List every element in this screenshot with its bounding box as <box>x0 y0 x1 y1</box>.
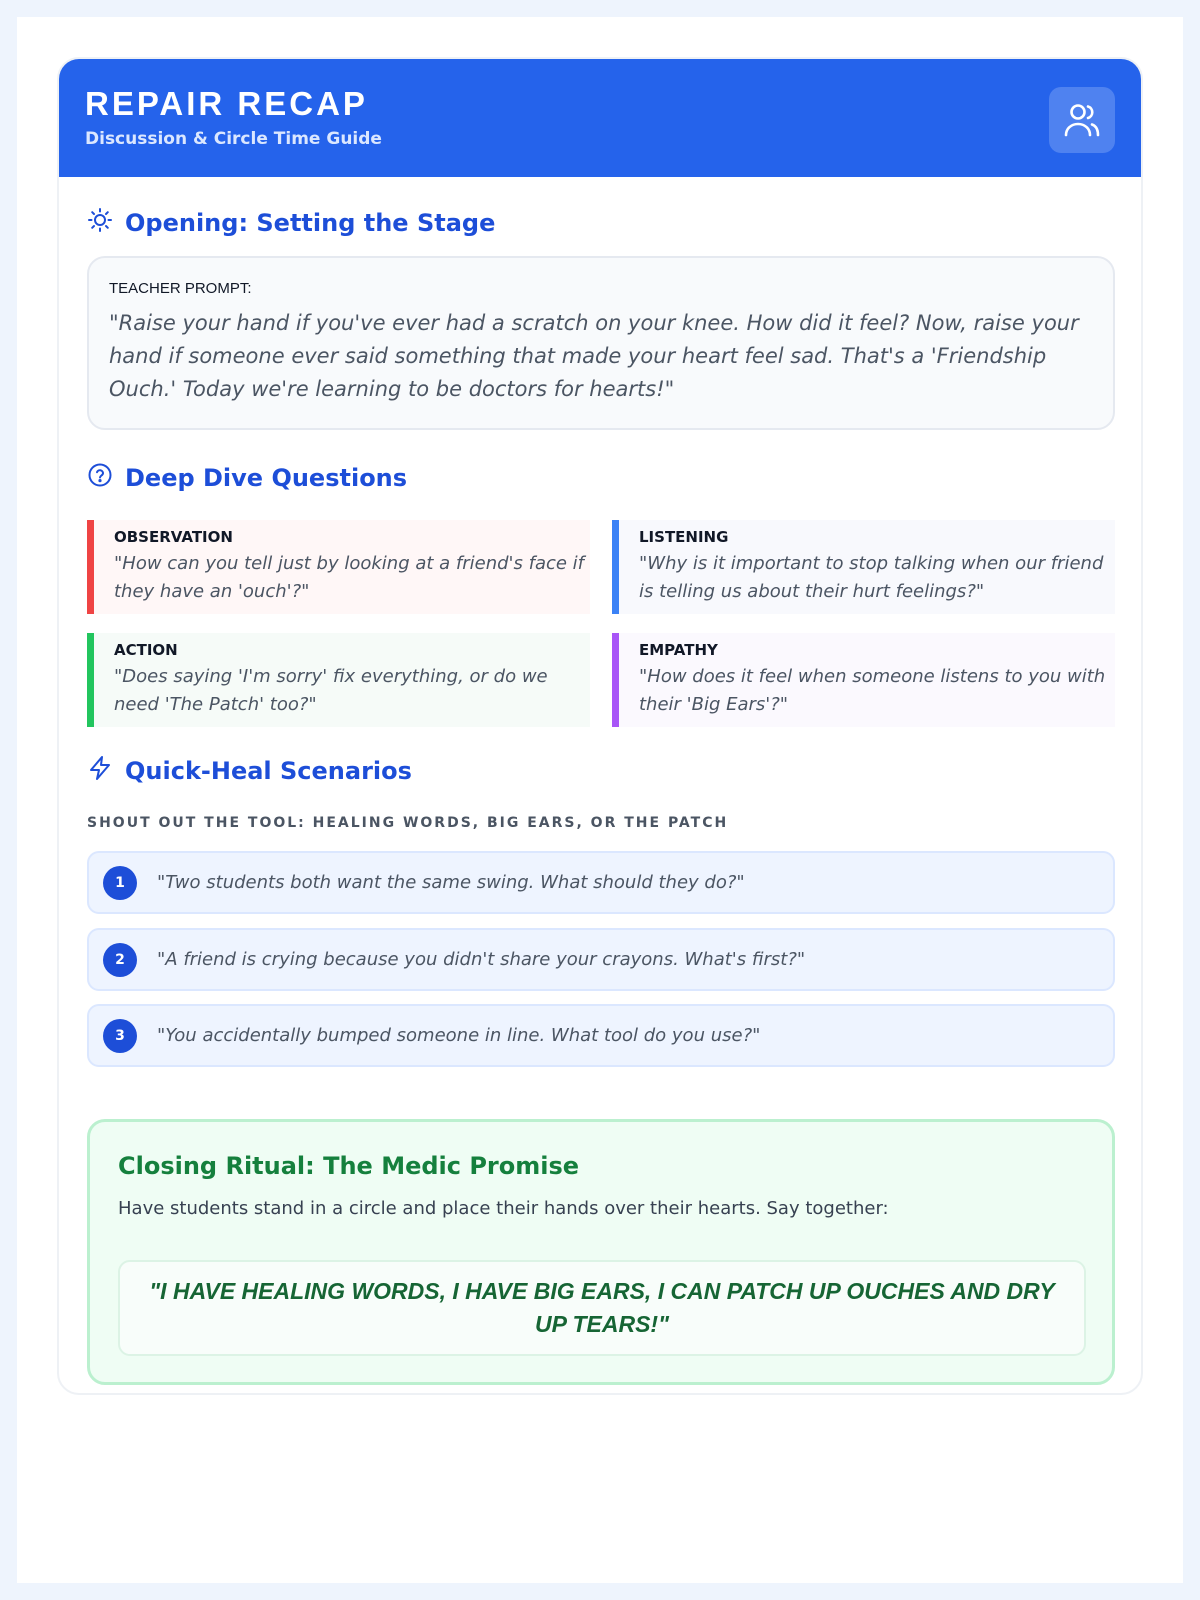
users-icon <box>1049 87 1115 153</box>
question-label: LISTENING <box>639 528 729 546</box>
scenario-number: 1 <box>103 866 137 900</box>
page-title: REPAIR RECAP <box>85 85 368 122</box>
question-label: ACTION <box>114 641 178 659</box>
teacher-prompt-box <box>87 256 1115 430</box>
question-card-empathy <box>612 633 1115 727</box>
scenario-number: 3 <box>103 1019 137 1053</box>
question-text: "How can you tell just by looking at a friend's face if they have an 'ouch'?" <box>114 553 585 602</box>
question-label: OBSERVATION <box>114 528 233 546</box>
page-sheet <box>17 17 1183 1583</box>
medic-promise: "I HAVE HEALING WORDS, I HAVE BIG EARS, I CAN PATCH UP OUCHES AND DRY UP TEARS!" <box>118 1260 1086 1356</box>
scenarios-title-text: Quick-Heal Scenarios <box>125 757 412 785</box>
recap-card <box>57 57 1143 1395</box>
deep-dive-section-title <box>87 462 407 494</box>
sun-icon <box>87 207 113 239</box>
closing-description: Have students stand in a circle and place their hands over their hearts. Say together: <box>118 1198 889 1219</box>
page-subtitle: Discussion & Circle Time Guide <box>85 129 382 149</box>
scenarios-instruction: SHOUT OUT THE TOOL: HEALING WORDS, BIG EARS, OR THE PATCH <box>87 815 729 831</box>
opening-section-title <box>87 207 495 239</box>
scenario-text: "You accidentally bumped someone in line. What tool do you use?" <box>157 1025 761 1046</box>
question-label: EMPATHY <box>639 641 718 659</box>
opening-title-text: Opening: Setting the Stage <box>125 209 496 237</box>
question-card-observation <box>87 520 590 614</box>
closing-title: Closing Ritual: The Medic Promise <box>118 1152 580 1180</box>
scenario-text: "Two students both want the same swing. What should they do?" <box>157 872 745 893</box>
scenarios-section-title <box>87 755 412 787</box>
scenario-item <box>87 928 1115 991</box>
question-text: "How does it feel when someone listens to you with their 'Big Ears'?" <box>639 666 1106 715</box>
scenario-text: "A friend is crying because you didn't share your crayons. What's first?" <box>157 949 806 970</box>
deep-dive-title-text: Deep Dive Questions <box>125 464 408 492</box>
scenario-item <box>87 1004 1115 1067</box>
prompt-text: "Raise your hand if you've ever had a scratch on your knee. How did it feel? Now, raise your hand if someone ever said something that made your heart feel sad. That's a 'Friendship Ouch.' Today we're learning to be doctors for hearts!" <box>109 311 1079 401</box>
question-text: "Why is it important to stop talking when our friend is telling us about their hurt feelings?" <box>639 553 1104 602</box>
question-text: "Does saying 'I'm sorry' fix everything, or do we need 'The Patch' too?" <box>114 666 548 715</box>
scenario-item <box>87 851 1115 914</box>
closing-ritual-box <box>87 1119 1115 1385</box>
lightning-icon <box>87 755 113 787</box>
scenario-number: 2 <box>103 943 137 977</box>
question-card-listening <box>612 520 1115 614</box>
prompt-label: TEACHER PROMPT: <box>109 280 252 297</box>
question-card-action <box>87 633 590 727</box>
header <box>59 59 1141 177</box>
question-circle-icon <box>87 462 113 494</box>
